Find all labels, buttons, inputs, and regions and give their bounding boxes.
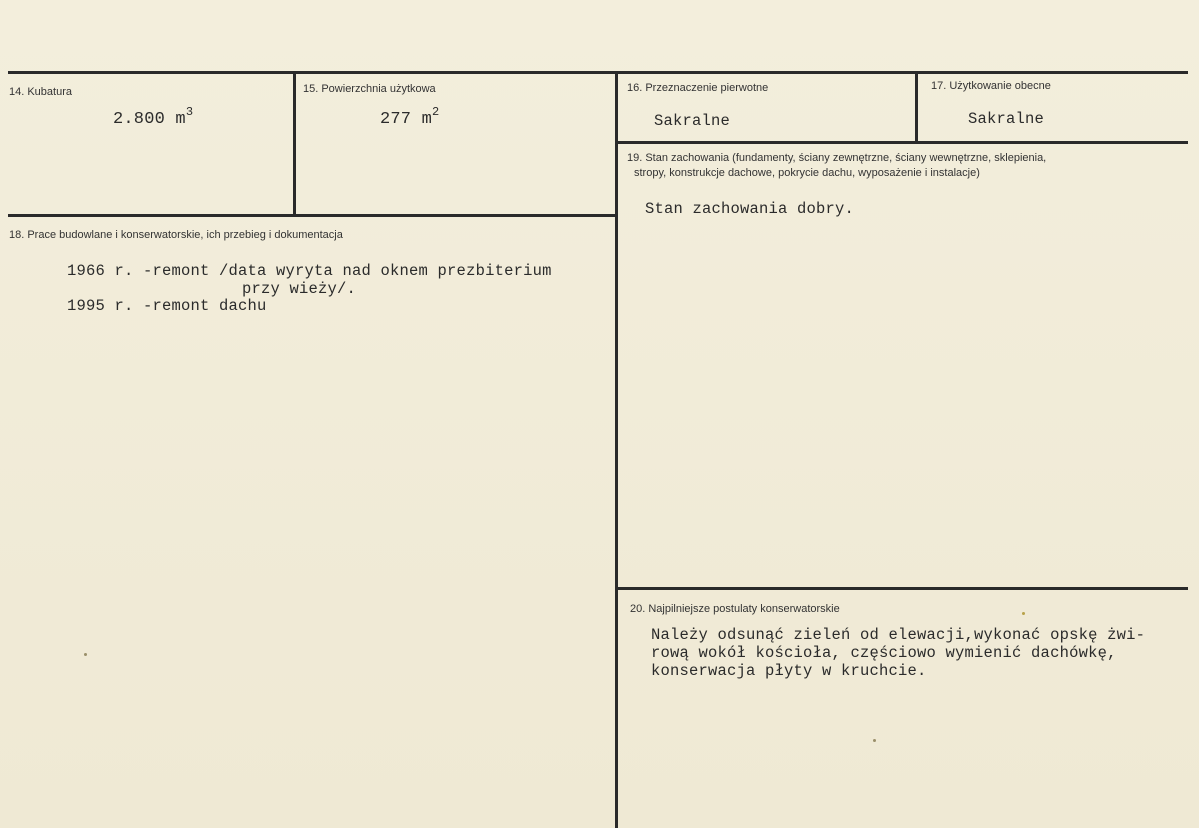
field-19-label-line2: stropy, konstrukcje dachowe, pokrycie dachu, wyposażenie i instalacje) [634,167,980,179]
field-20-line-1: Należy odsunąć zieleń od elewacji,wykonać opskę żwi- [651,626,1146,644]
field-18-line-3: 1995 r. -remont dachu [67,297,267,315]
field-16-value: Sakralne [654,112,731,130]
field-18-label: 18. Prace budowlane i konserwatorskie, ich przebieg i dokumentacja [9,229,343,241]
field-20-label: 20. Najpilniejsze postulaty konserwatorskie [630,603,840,615]
field-17-label: 17. Użytkowanie obecne [931,80,1051,92]
field-20-line-2: rową wokół kościoła, częściowo wymienić dachówkę, [651,644,1117,662]
field-16-label: 16. Przeznaczenie pierwotne [627,82,769,94]
divider-14-15 [293,73,296,216]
divider-center [615,73,618,828]
field-20-line-3: konserwacja płyty w kruchcie. [651,662,927,680]
rule-top [8,71,1188,74]
rule-row1-left [8,214,617,217]
field-14-number: 2.800 [113,110,166,129]
rule-row1-right [617,141,1188,144]
field-15-value [380,105,440,129]
field-15-label: 15. Powierzchnia użytkowa [303,83,436,95]
paper-speck [873,739,876,742]
field-17-value: Sakralne [968,110,1045,128]
field-14-unit: m [175,110,186,129]
field-14-value [113,105,194,129]
field-18-line-1: 1966 r. -remont /data wyryta nad oknem prezbiterium [67,262,552,280]
field-19-text: Stan zachowania dobry. [645,200,855,218]
paper-speck [1022,612,1025,615]
divider-16-17 [915,73,918,142]
field-15-exponent: 2 [432,105,440,119]
field-19-label-line1: 19. Stan zachowania (fundamenty, ściany zewnętrzne, ściany wewnętrzne, sklepienia, [627,152,1047,164]
field-14-exponent: 3 [185,105,194,119]
paper-speck [84,653,87,656]
field-15-number: 277 [380,110,412,129]
field-14-label: 14. Kubatura [9,86,72,98]
field-15-unit: m [421,110,433,129]
rule-section20 [617,587,1188,590]
field-18-line-2: przy wieży/. [242,280,357,298]
